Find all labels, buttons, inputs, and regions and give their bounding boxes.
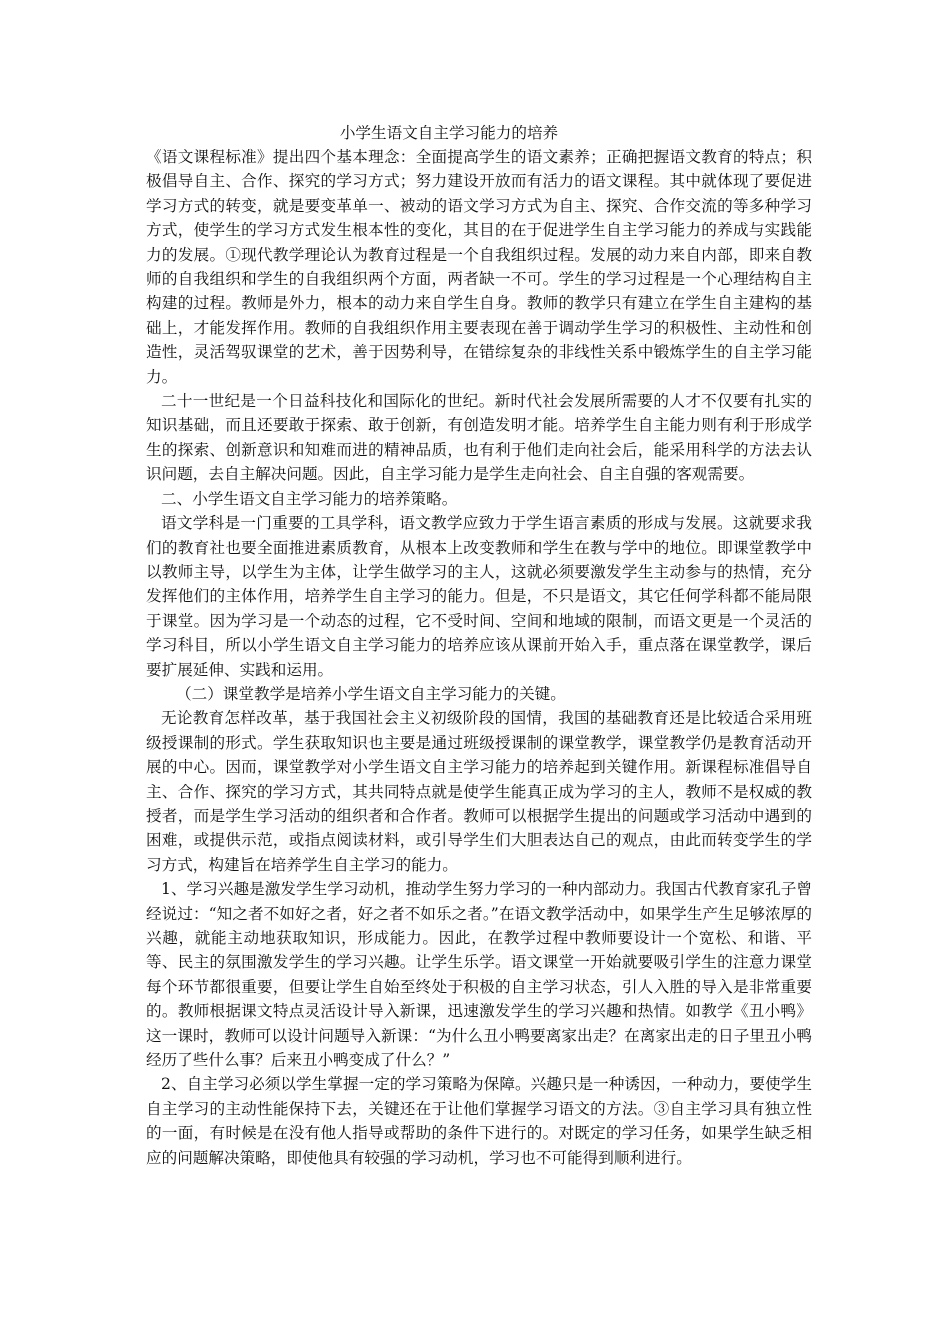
paragraph-21st-century: 二十一世纪是一个日益科技化和国际化的世纪。新时代社会发展所需要的人才不仅要有扎实的知识基础，而且还要敢于探索、敢于创新，有创造发明才能。培养学生自主能力则有利于形成学生的探索、创新意识和知难而进的精神品质，也有利于他们走向社会后，能采用科学的方法去认识问题，去自主解决问题。因此，自主学习能力是学生走向社会、自主自强的客观需要。 [146,392,812,484]
paragraph-learning-interest: 1、学习兴趣是激发学生学习动机，推动学生努力学习的一种内部动力。我国古代教育家孔子曾经说过：“知之者不如好之者，好之者不如乐之者。”在语文教学活动中，如果学生产生足够浓厚的兴趣，就能主动地获取知识，形成能力。因此，在教学过程中教师要设计一个宽松、和谐、平等、民主的氛围激发学生的学习兴趣。让学生乐学。语文课堂一开始就要吸引学生的注意力课堂每个环节都很重要，但要让学生自始至终处于积极的自主学习状态，引人入胜的导入是非常重要的。教师根据课文特点灵活设计导入新课，迅速激发学生的学习兴趣和热情。如教学《丑小鸭》这一课时，教师可以设计问题导入新课：“为什么丑小鸭要离家出走？在离家出走的日子里丑小鸭经历了些什么事？后来丑小鸭变成了什么？” [146,880,812,1070]
paragraph-classroom-teaching: 无论教育怎样改革，基于我国社会主义初级阶段的国情，我国的基础教育还是比较适合采用班级授课制的形式。学生获取知识也主要是通过班级授课制的课堂教学，课堂教学仍是教育活动开展的中心。因而，课堂教学对小学生语文自主学习能力的培养起到关键作用。新课程标准倡导自主、合作、探究的学习方式，其共同特点就是使学生能真正成为学习的主人，教师不是权威的教授者，而是学生学习活动的组织者和合作者。教师可以根据学生提出的问题或学习活动中遇到的困难，或提供示范，或指点阅读材料，或引导学生们大胆表达自己的观点，由此而转变学生的学习方式，构建旨在培养学生自主学习的能力。 [146,709,812,874]
document-body [146,121,812,1170]
paragraph-intro: 《语文课程标准》提出四个基本理念：全面提高学生的语文素养；正确把握语文教育的特点；积极倡导自主、合作、探究的学习方式；努力建设开放而有活力的语文课程。其中就体现了要促进学习方式的转变，就是要变革单一、被动的语文学习方式为自主、探究、合作交流的等多种学习方式，使学生的学习方式发生根本性的变化，其目的在于促进学生自主学习能力的养成与实践能力的发展。①现代教学理论认为教育过程是一个自我组织过程。发展的动力来自内部，即来自教师的自我组织和学生的自我组织两个方面，两者缺一不可。学生的学习过程是一个心理结构自主构建的过程。教师是外力，根本的动力来自学生自身。教师的教学只有建立在学生自主建构的基础上，才能发挥作用。教师的自我组织作用主要表现在善于调动学生学习的积极性、主动性和创造性，灵活驾驭课堂的艺术，善于因势利导，在错综复杂的非线性关系中锻炼学生的自主学习能力。 [146,148,812,386]
paragraph-chinese-subject: 语文学科是一门重要的工具学科，语文教学应致力于学生语言素质的形成与发展。这就要求我们的教育社也要全面推进素质教育，从根本上改变教师和学生在教与学中的地位。即课堂教学中以教师主导，以学生为主体，让学生做学习的主人，这就必须要激发学生主动参与的热情，充分发挥他们的主体作用，培养学生自主学习的能力。但是，不只是语文，其它任何学科都不能局限于课堂。因为学习是一个动态的过程，它不受时间、空间和地域的限制，而语文更是一个灵活的学习科目，所以小学生语文自主学习能力的培养应该从课前开始入手，重点落在课堂教学，课后要扩展延伸、实践和运用。 [146,514,812,679]
document-title: 小学生语文自主学习能力的培养 [339,124,559,142]
paragraph-learning-strategy: 2、自主学习必须以学生掌握一定的学习策略为保障。兴趣只是一种诱因，一种动力，要使学生自主学习的主动性能保持下去，关键还在于让他们掌握学习语文的方法。③自主学习具有独立性的一面，有时候是在没有他人指导或帮助的条件下进行的。对既定的学习任务，如果学生缺乏相应的问题解决策略，即使他具有较强的学习动机，学习也不可能得到顺利进行。 [146,1075,812,1167]
subsection-heading-classroom: （二）课堂教学是培养小学生语文自主学习能力的关键。 [176,684,566,703]
section-heading-strategies: 二、小学生语文自主学习能力的培养策略。 [161,489,458,508]
